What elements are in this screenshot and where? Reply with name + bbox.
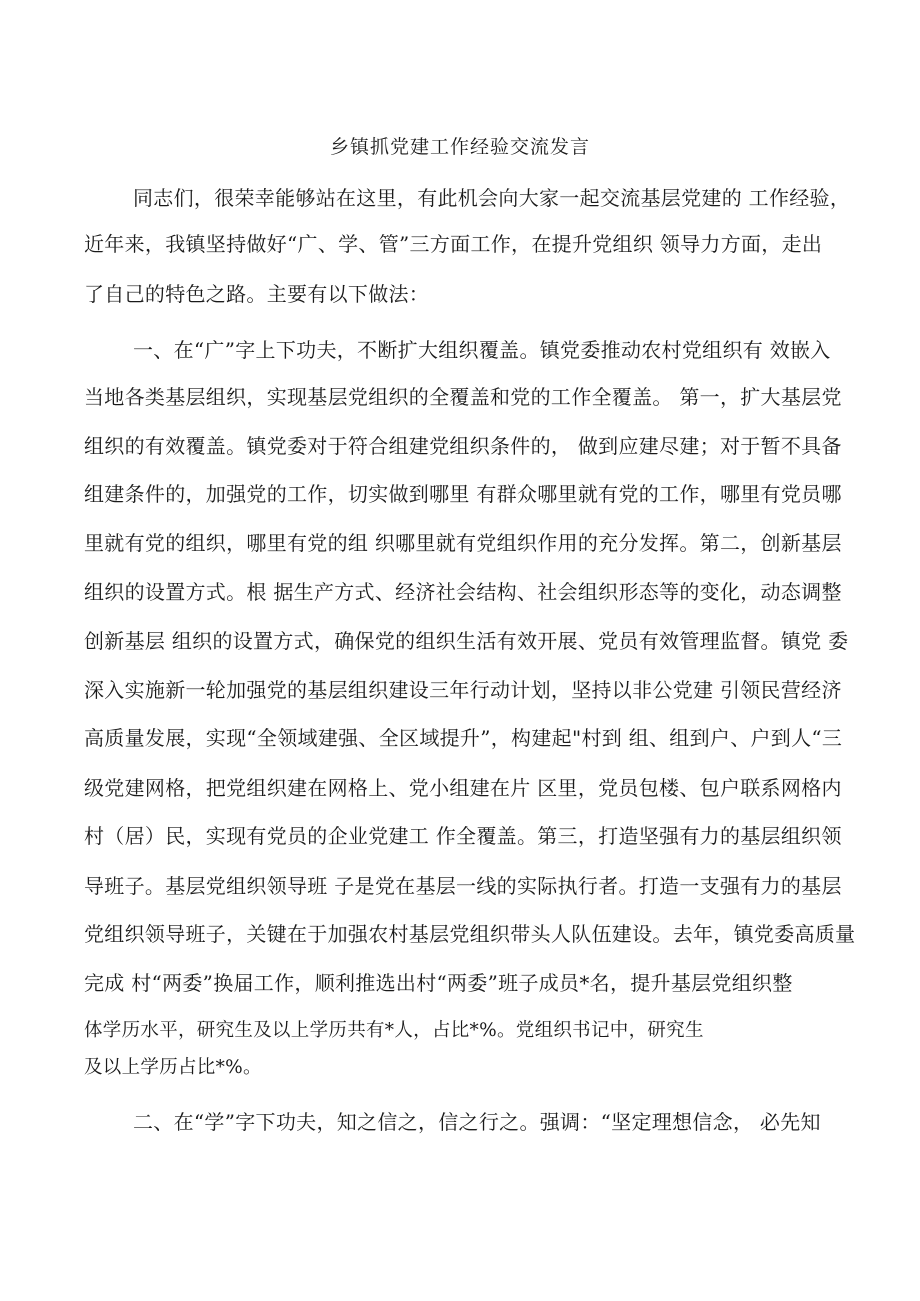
paragraph-line: 级党建网格，把党组织建在网格上、党小组建在片 区里，党员包楼、包户联系网格内: [84, 776, 842, 800]
paragraph-line: 组织的有效覆盖。镇党委对于符合组建党组织条件的， 做到应建尽建；对于暂不具备: [84, 434, 842, 458]
document-title: 乡镇抓党建工作经验交流发言: [329, 136, 590, 158]
paragraph-line: 一、在“广”字上下功夫，不断扩大组织覆盖。镇党委推动农村党组织有 效嵌入: [133, 338, 831, 362]
paragraph-line: 创新基层 组织的设置方式，确保党的组织生活有效开展、党员有效管理监督。镇党 委: [84, 629, 849, 653]
paragraph-line: 组织的设置方式。根 据生产方式、经济社会结构、社会组织形态等的变化，动态调整: [84, 580, 842, 604]
paragraph-line: 深入实施新一轮加强党的基层组织建设三年行动计划，坚持以非公党建 引领民营经济: [84, 678, 842, 702]
paragraph-line: 近年来，我镇坚持做好“广、学、管”三方面工作，在提升党组织 领导力方面，走出: [84, 232, 823, 256]
paragraph-line: 了自己的特色之路。主要有以下做法：: [84, 282, 430, 306]
paragraph-line: 党组织领导班子，关键在于加强农村基层党组织带头人队伍建设。去年，镇党委高质量: [84, 922, 856, 946]
paragraph-line: 完成 村“两委”换届工作，顺利推选出村“两委”班子成员*名，提升基层党组织整: [84, 971, 793, 995]
paragraph-line: 二、在“学”字下功夫，知之信之，信之行之。强调：“坚定理想信念， 必先知: [133, 1110, 821, 1134]
paragraph-line: 高质量发展，实现“全领域建强、全区域提升”，构建起"村到 组、组到户、户到人“三: [84, 726, 843, 750]
paragraph-line: 村（居）民，实现有党员的企业党建工 作全覆盖。第三，打造坚强有力的基层组织领: [84, 824, 842, 848]
paragraph-line: 里就有党的组织，哪里有党的组 织哪里就有党组织作用的充分发挥。第二，创新基层: [84, 531, 842, 555]
paragraph-line: 组建条件的，加强党的工作，切实做到哪里 有群众哪里就有党的工作，哪里有党员哪: [84, 482, 842, 506]
paragraph-line: 导班子。基层党组织领导班 子是党在基层一线的实际执行者。打造一支强有力的基层: [84, 874, 842, 898]
paragraph-line: 当地各类基层组织，实现基层党组织的全覆盖和党的工作全覆盖。 第一，扩大基层党: [84, 385, 842, 409]
paragraph-line: 体学历水平，研究生及以上学历共有*人，占比*%。党组织书记中，研究生: [84, 1020, 704, 1041]
paragraph-line: 及以上学历占比*%。: [84, 1057, 262, 1078]
paragraph-line: 同志们，很荣幸能够站在这里，有此机会向大家一起交流基层党建的 工作经验，: [133, 186, 851, 210]
